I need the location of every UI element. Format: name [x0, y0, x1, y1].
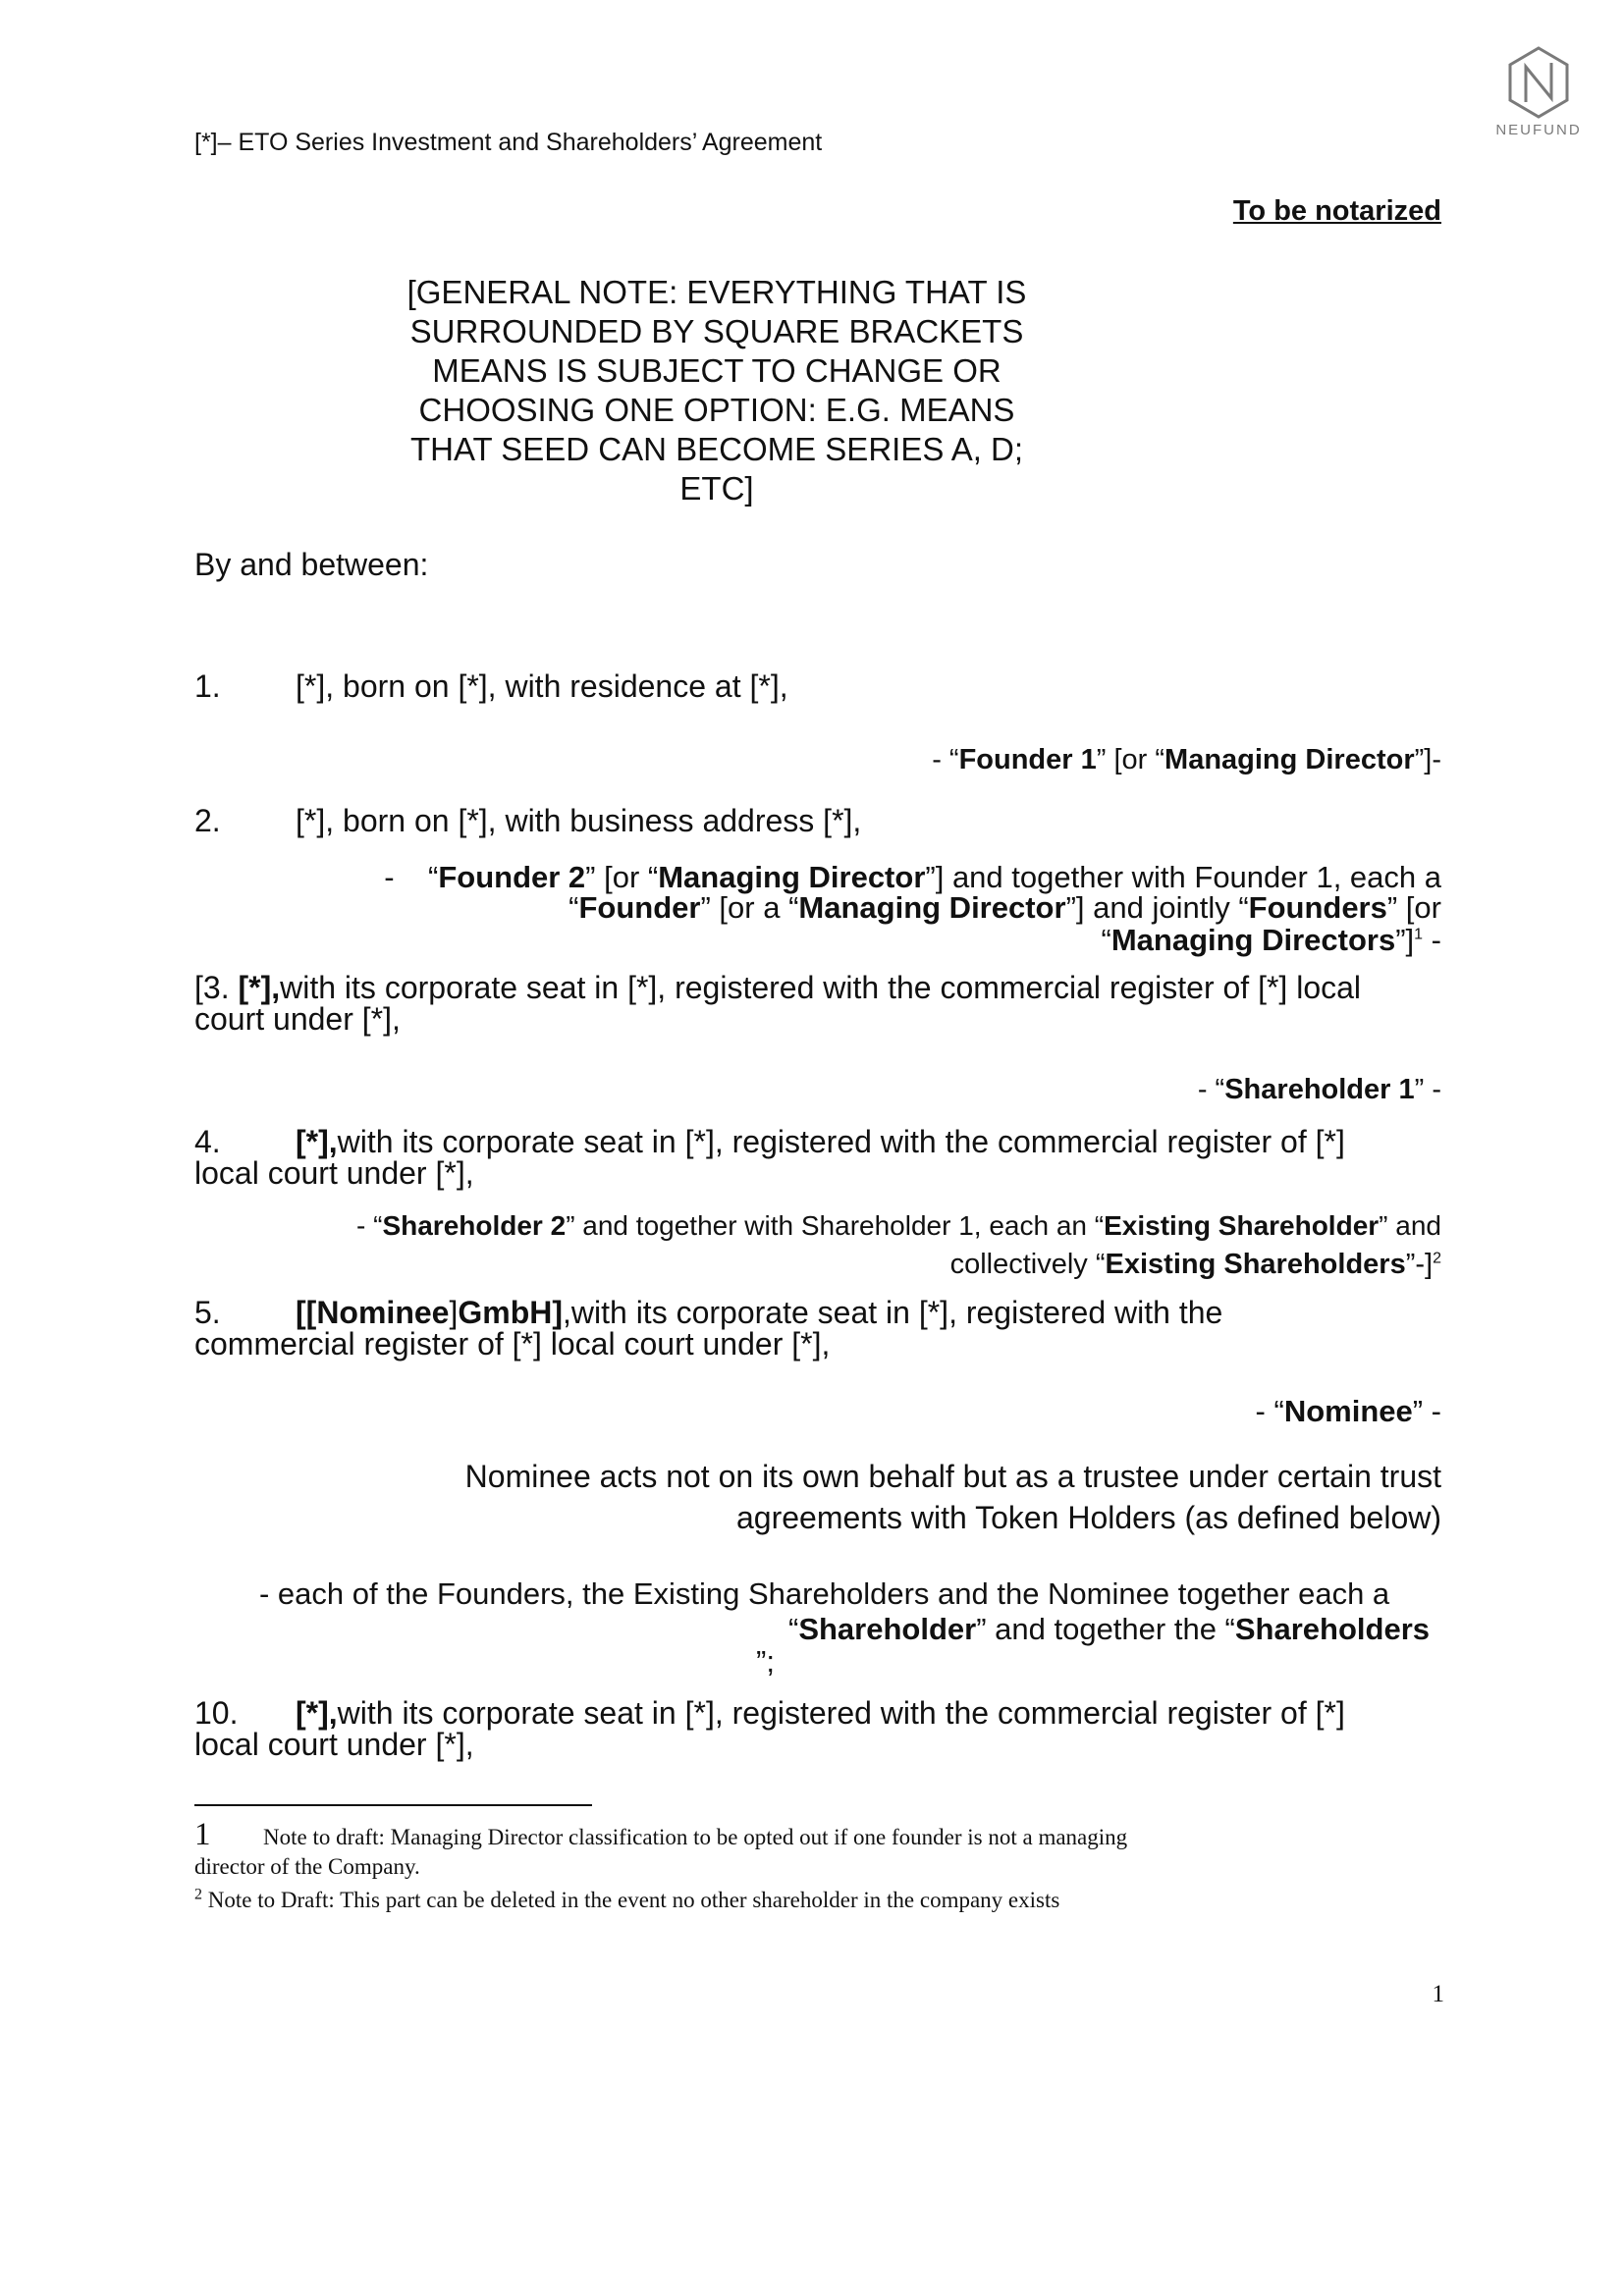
def-text: ” [or a “ [700, 890, 799, 925]
party-10-text: with its corporate seat in [*], registered with the commercial register of [*] [337, 1695, 1345, 1731]
shareholders-definition-line-2 [788, 1613, 1430, 1646]
party-10-text-cont: local court under [*], [194, 1727, 474, 1762]
footnote-1-number: 1 [194, 1817, 211, 1852]
neufund-logo [1485, 45, 1593, 138]
party-2-number: 2. [194, 803, 221, 838]
document-header-title: [*]– ETO Series Investment and Shareholders’ Agreement [194, 129, 823, 156]
def-text: ”] [1395, 923, 1415, 957]
def-text: - “ [356, 1210, 383, 1241]
def-text: ” and [1379, 1210, 1441, 1241]
party-1-text: [*], born on [*], with residence at [*], [296, 668, 788, 704]
party-2-definition-line-2 [568, 891, 1441, 925]
footnote-1-text-cont: director of the Company. [194, 1854, 420, 1879]
party-10-number: 10. [194, 1695, 239, 1731]
party-2 [194, 805, 1441, 836]
def-term: Nominee [1283, 1394, 1413, 1428]
party-5-text-cont: commercial register of [*] local court under [*], [194, 1326, 831, 1362]
def-text: - “ [932, 744, 959, 775]
def-text: ”]- [1414, 744, 1441, 775]
def-term: Founders [1248, 890, 1387, 925]
def-text: collectively “ [949, 1249, 1106, 1280]
party-4-text: with its corporate seat in [*], registered with the commercial register of [*] [337, 1124, 1345, 1159]
party-3-prefix: [3. [194, 970, 239, 1005]
party-5-bracket: [[ [296, 1295, 317, 1330]
party-5-name: Nominee [316, 1295, 450, 1330]
def-term: Shareholders [1234, 1612, 1430, 1646]
def-text: - “ [384, 860, 439, 894]
def-text: “ [787, 1612, 799, 1646]
shareholders-definition [259, 1575, 1389, 1613]
logo-text: NEUFUND [1495, 122, 1582, 138]
def-text: ” [or “ [585, 860, 659, 894]
party-4-definition-line-2 [950, 1248, 1441, 1281]
party-5-text: ,with its corporate seat in [*], registered with the [563, 1295, 1223, 1330]
footnote-ref-1[interactable]: 1 [1414, 926, 1424, 943]
def-text: ” and together with Shareholder 1, each an “ [566, 1210, 1105, 1241]
footnote-2-number: 2 [194, 1886, 202, 1903]
def-text: “ [568, 890, 579, 925]
party-4-text-cont: local court under [*], [194, 1155, 474, 1191]
def-text: ”] and together with Founder 1, each a [925, 860, 1441, 894]
nominee-trust-note [465, 1456, 1441, 1538]
def-text: ” and together the “ [976, 1612, 1235, 1646]
def-text: ”-] [1405, 1249, 1434, 1280]
def-term: Managing Director [658, 860, 926, 894]
party-4-definition-line-1 [356, 1209, 1441, 1243]
trust-line: Nominee acts not on its own behalf but as a trustee under certain trust [464, 1459, 1441, 1494]
def-term: Shareholder 1 [1224, 1074, 1415, 1105]
footnote-ref-2[interactable]: 2 [1433, 1250, 1441, 1267]
party-3 [194, 972, 1441, 1035]
footnote-2-text: Note to Draft: This part can be deleted in the event no other shareholder in the company exists [202, 1888, 1060, 1912]
party-1-definition [932, 743, 1441, 776]
def-text: ” [or “ [1096, 744, 1165, 775]
party-3-definition [1198, 1073, 1441, 1106]
def-term: Managing Directors [1110, 923, 1396, 957]
footnote-2 [194, 1886, 1392, 1915]
def-term: Shareholder [798, 1612, 977, 1646]
party-2-definition-line-3 [1102, 924, 1442, 957]
party-2-text: [*], born on [*], with business address [*], [296, 803, 862, 838]
shareholders-definition-line-3: ”; [756, 1644, 775, 1679]
trust-line: agreements with Token Holders (as defined below) [735, 1500, 1441, 1535]
shareholders-def-line: - each of the Founders, the Existing Shareholders and the Nominee together each a [259, 1576, 1390, 1611]
def-term: Existing Shareholders [1105, 1249, 1406, 1280]
def-text: - “ [1255, 1394, 1284, 1428]
def-term: Managing Director [1164, 744, 1415, 775]
party-4-number: 4. [194, 1124, 221, 1159]
neufund-hexagon-n-icon [1504, 45, 1573, 120]
party-5 [194, 1297, 1441, 1360]
footnote-1 [194, 1817, 1392, 1882]
party-10 [194, 1697, 1441, 1760]
party-3-name: [*], [238, 970, 281, 1005]
party-1-number: 1. [194, 668, 221, 704]
def-term: Managing Director [798, 890, 1066, 925]
def-text: “ [1101, 923, 1111, 957]
notarization-label: To be notarized [1232, 195, 1441, 227]
party-4-name: [*], [296, 1124, 338, 1159]
general-note: [GENERAL NOTE: EVERYTHING THAT IS SURROUNDED BY SQUARE BRACKETS MEANS IS SUBJECT TO CHANGE OR CHOOSING ONE OPTION: E.G. MEANS THAT SEED CAN BECOME SERIES A, D; ETC] [406, 274, 1027, 507]
def-text: ” - [1414, 1074, 1441, 1105]
by-and-between-heading: By and between: [194, 547, 429, 582]
def-term: Founder 1 [958, 744, 1097, 775]
def-text: ”] and jointly “ [1065, 890, 1249, 925]
def-text: ” - [1412, 1394, 1441, 1428]
party-5-name-suffix: GmbH] [458, 1295, 563, 1330]
party-2-definition-line-1 [384, 861, 1441, 894]
party-5-number: 5. [194, 1295, 221, 1330]
footnote-1-text: Note to draft: Managing Director classification to be opted out if one founder is not a managing [263, 1825, 1128, 1849]
footnote-separator [194, 1804, 592, 1806]
party-4 [194, 1126, 1441, 1189]
party-3-text-cont: court under [*], [194, 1001, 401, 1037]
def-term: Founder 2 [438, 860, 586, 894]
def-term: Existing Shareholder [1104, 1210, 1380, 1241]
party-1 [194, 670, 1441, 702]
party-3-text: with its corporate seat in [*], registered with the commercial register of [*] local [280, 970, 1362, 1005]
party-5-definition [1256, 1395, 1441, 1428]
def-term: Shareholder 2 [382, 1210, 567, 1241]
party-5-bracket: ] [449, 1295, 459, 1330]
def-text: ” [or [1386, 890, 1441, 925]
def-term: Founder [578, 890, 701, 925]
page-number: 1 [1432, 1981, 1444, 2007]
def-text: - [1423, 923, 1441, 957]
party-10-name: [*], [296, 1695, 338, 1731]
def-text: - “ [1197, 1074, 1225, 1105]
